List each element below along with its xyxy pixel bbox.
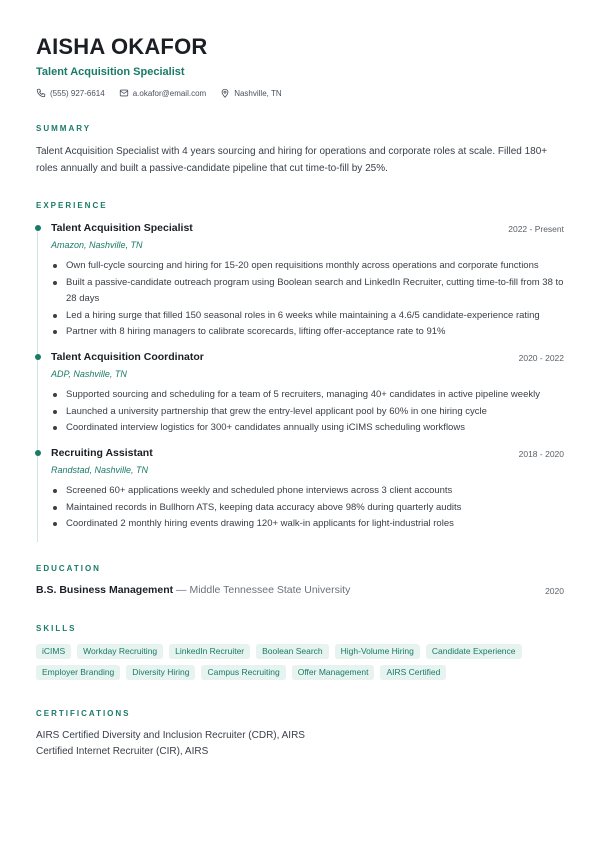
job-dates: 2020 - 2022 <box>518 353 564 363</box>
job-company: Randstad, Nashville, TN <box>51 465 149 475</box>
skill-chip: Boolean Search <box>256 644 329 659</box>
certification-item: Certified Internet Recruiter (CIR), AIRS <box>36 746 209 757</box>
experience-heading: EXPERIENCE <box>36 201 108 210</box>
location-pin-icon <box>220 88 230 98</box>
skill-chip: Workday Recruiting <box>77 644 163 659</box>
job-bullets <box>51 258 564 341</box>
job-title: Talent Acquisition Specialist <box>51 222 193 234</box>
skill-chip: Employer Branding <box>36 665 120 680</box>
candidate-role: Talent Acquisition Specialist <box>36 66 185 78</box>
phone-icon <box>36 88 46 98</box>
timeline-dot <box>35 450 41 456</box>
contact-email <box>119 88 206 98</box>
degree: B.S. Business Management <box>36 584 174 596</box>
timeline-line <box>37 228 38 542</box>
job-company: ADP, Nashville, TN <box>51 369 127 379</box>
job-bullets <box>51 387 564 437</box>
skill-chip: High-Volume Hiring <box>335 644 420 659</box>
skill-chip: iCIMS <box>36 644 71 659</box>
experience-timeline <box>36 222 564 542</box>
skill-chip: LinkedIn Recruiter <box>169 644 250 659</box>
list-item: Maintained records in Bullhorn ATS, keeping data accuracy above 98% during quarterly audits <box>51 500 564 517</box>
mail-icon <box>119 88 129 98</box>
list-item: Coordinated interview logistics for 300+ candidates annually using iCIMS scheduling workflows <box>51 420 564 437</box>
location-text: Nashville, TN <box>234 88 282 98</box>
skill-chip: AIRS Certified <box>380 665 446 680</box>
contact-row <box>36 88 282 98</box>
list-item: Coordinated 2 monthly hiring events drawing 120+ walk-in applicants for light-industrial roles <box>51 516 564 533</box>
contact-location <box>220 88 281 98</box>
list-item: Screened 60+ applications weekly and scheduled phone interviews across 3 client accounts <box>51 483 564 500</box>
skill-chip: Diversity Hiring <box>126 665 195 680</box>
skill-chip: Campus Recruiting <box>201 665 285 680</box>
list-item: Led a hiring surge that filled 150 seasonal roles in 6 weeks while maintaining a 4.6/5 candidate-experience rating <box>51 308 564 325</box>
skills-list <box>36 644 564 680</box>
job-dates: 2022 - Present <box>508 224 564 234</box>
school: — Middle Tennessee State University <box>173 584 351 596</box>
certification-item: AIRS Certified Diversity and Inclusion Recruiter (CDR), AIRS <box>36 730 305 741</box>
job-dates: 2018 - 2020 <box>518 449 564 459</box>
job-title: Recruiting Assistant <box>51 447 153 459</box>
education-entry <box>36 584 564 596</box>
timeline-dot <box>35 225 41 231</box>
skill-chip: Candidate Experience <box>426 644 522 659</box>
list-item: Own full-cycle sourcing and hiring for 15-20 open requisitions monthly across operations and corporate functions <box>51 258 564 275</box>
list-item: Launched a university partnership that grew the entry-level applicant pool by 60% in one hiring cycle <box>51 404 564 421</box>
graduation-year: 2020 <box>545 586 564 596</box>
list-item: Supported sourcing and scheduling for a team of 5 recruiters, managing 40+ candidates in active pipeline weekly <box>51 387 564 404</box>
list-item: Built a passive-candidate outreach program using Boolean search and LinkedIn Recruiter, cutting time-to-fill from 38 to 28 days <box>51 275 564 308</box>
email-address[interactable]: a.okafor@email.com <box>132 88 207 98</box>
contact-phone <box>36 88 105 98</box>
job-bullets <box>51 483 564 533</box>
resume-page <box>36 0 564 848</box>
job-title: Talent Acquisition Coordinator <box>51 351 204 363</box>
job-company: Amazon, Nashville, TN <box>51 240 143 250</box>
timeline-dot <box>35 354 41 360</box>
certifications-heading: CERTIFICATIONS <box>36 709 131 718</box>
phone-number[interactable]: (555) 927-6614 <box>50 88 105 98</box>
candidate-name: AISHA OKAFOR <box>36 34 208 59</box>
list-item: Partner with 8 hiring managers to calibrate scorecards, lifting offer-acceptance rate to 91% <box>51 324 564 341</box>
skills-heading: SKILLS <box>36 624 77 633</box>
summary-heading: SUMMARY <box>36 124 92 133</box>
summary-text: Talent Acquisition Specialist with 4 years sourcing and hiring for operations and corporate roles at scale. Filled 180+ roles annually and built a passive-candidate pipeline that cut time-to-fill by 25%. <box>36 146 548 174</box>
education-heading: EDUCATION <box>36 564 101 573</box>
skill-chip: Offer Management <box>292 665 375 680</box>
certifications-list <box>36 728 564 760</box>
